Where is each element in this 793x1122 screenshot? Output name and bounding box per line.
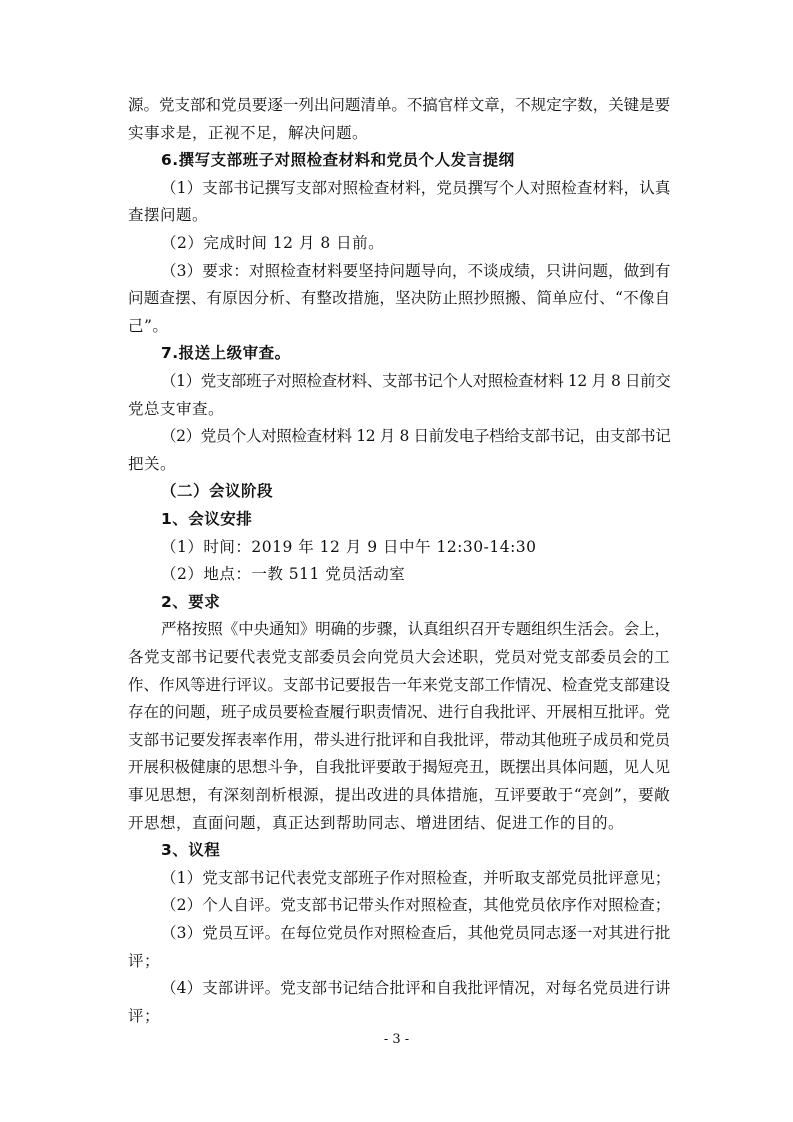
body-line: （2）完成时间 12 月 8 日前。 xyxy=(161,234,385,252)
body-line: 己”。 xyxy=(128,316,169,335)
body-line: 把关。 xyxy=(128,454,177,473)
body-line: （1）支部书记撰写支部对照检查材料，党员撰写个人对照检查材料，认真 xyxy=(161,178,671,197)
body-line: （1）时间：2019 年 12 月 9 日中午 12:30-14:30 xyxy=(161,537,537,556)
body-line: 实事求是，正视不足，解决问题。 xyxy=(128,123,369,142)
subsection-heading: 1、会议安排 xyxy=(161,510,253,528)
body-line: 各党支部书记要代表党支部委员会向党员大会述职，党员对党支部委员会的工 xyxy=(128,648,670,666)
body-line: （1）党支部书记代表党支部班子作对照检查，并听取支部党员批评意见； xyxy=(161,868,671,887)
subsection-heading: 2、要求 xyxy=(161,592,221,611)
body-line: （2）党员个人对照检查材料 12 月 8 日前发电子档给支部书记，由支部书记 xyxy=(161,427,671,446)
body-line: 开展积极健康的思想斗争，自我批评要敢于揭短亮丑，既摆出具体问题，见人见 xyxy=(128,758,671,777)
body-line: 评； xyxy=(128,1006,161,1025)
body-line: （3）要求：对照检查材料要坚持问题导向，不谈成绩，只讲问题，做到有 xyxy=(161,261,671,280)
body-line: 支部书记要发挥表率作用，带头进行批评和自我批评，带动其他班子成员和党员 xyxy=(128,730,671,749)
body-line: 作、作风等进行评议。支部书记要报告一年来党支部工作情况、检查党支部建设 xyxy=(128,675,671,694)
body-line: 党总支审查。 xyxy=(128,399,225,418)
body-line: （4）支部讲评。党支部书记结合批评和自我批评情况，对每名党员进行讲 xyxy=(161,979,671,998)
section-heading: 6.撰写支部班子对照检查材料和党员个人发言提纲 xyxy=(161,151,515,170)
body-line: 查摆问题。 xyxy=(128,206,209,225)
body-line: 严格按照《中央通知》明确的步骤，认真组织召开专题组织生活会。会上， xyxy=(161,620,670,639)
section-heading: （二）会议阶段 xyxy=(161,482,274,501)
section-heading: 7.报送上级审查。 xyxy=(161,344,291,363)
page-number: - 3 - xyxy=(383,1032,410,1047)
body-line: 事见思想，有深刻剖析根源，提出改进的具体措施，互评要敢于“亮剑”，要敞 xyxy=(128,786,670,804)
body-line: 源。党支部和党员要逐一列出问题清单。不搞官样文章，不规定字数，关键是要 xyxy=(128,96,671,114)
subsection-heading: 3、议程 xyxy=(161,841,221,860)
body-line: 开思想，直面问题，真正达到帮助同志、增进团结、促进工作的目的。 xyxy=(128,813,625,832)
body-line: （2）地点：一教 511 党员活动室 xyxy=(161,565,406,584)
body-line: （1）党支部班子对照检查材料、支部书记个人对照检查材料 12 月 8 日前交 xyxy=(161,372,671,390)
body-line: （2）个人自评。党支部书记带头作对照检查，其他党员依序作对照检查； xyxy=(161,896,671,915)
body-line: 问题查摆、有原因分析、有整改措施，坚决防止照抄照搬、简单应付、“不像自 xyxy=(128,289,671,308)
body-line: 存在的问题，班子成员要检查履行职责情况、进行自我批评、开展相互批评。党 xyxy=(128,703,671,722)
body-line: 评； xyxy=(128,951,161,970)
body-line: （3）党员互评。在每位党员作对照检查后，其他党员同志逐一对其进行批 xyxy=(161,924,671,942)
